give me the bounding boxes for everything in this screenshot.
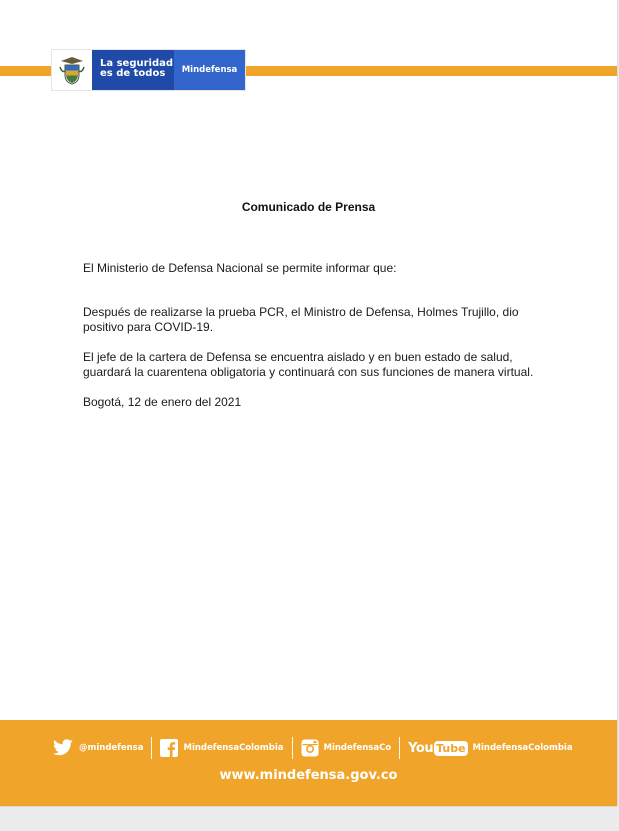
paragraph-1: Después de realizarse la prueba PCR, el Ministro de Defensa, Holmes Trujillo, dio positivo para COVID-19.	[83, 305, 519, 334]
youtube-logo-tube: Tube	[436, 741, 466, 755]
social-facebook[interactable]	[160, 737, 283, 759]
logo-slogan	[92, 50, 174, 90]
header-logo	[52, 50, 245, 90]
logo-slogan-line2: es de todos	[100, 68, 166, 79]
footer	[0, 720, 617, 806]
twitter-handle: @mindefensa	[79, 743, 144, 753]
social-divider	[292, 737, 293, 759]
paragraph-2: El jefe de la cartera de Defensa se encuentra aislado y en buen estado de salud, guardará la cuarentena obligatoria y continuará con sus funciones de manera virtual.	[83, 350, 534, 379]
youtube-icon	[408, 741, 467, 756]
intro-paragraph: El Ministerio de Defensa Nacional se permite informar que:	[83, 261, 397, 275]
facebook-handle: MindefensaColombia	[183, 743, 284, 753]
logo-slogan-line1: La seguridad	[100, 58, 174, 69]
social-youtube[interactable]	[408, 737, 572, 759]
twitter-icon	[52, 739, 74, 757]
social-instagram[interactable]	[301, 737, 392, 759]
social-links	[52, 737, 577, 759]
logo-brand: Mindefensa	[174, 50, 245, 90]
facebook-icon	[160, 739, 178, 757]
social-divider	[399, 737, 400, 759]
social-twitter[interactable]	[52, 737, 143, 759]
coat-of-arms-icon	[52, 50, 92, 90]
instagram-handle: MindefensaCo	[323, 743, 392, 753]
document-title: Comunicado de Prensa	[241, 200, 376, 214]
document-date: Bogotá, 12 de enero del 2021	[83, 395, 242, 409]
social-divider	[151, 737, 152, 759]
youtube-logo-you: You	[408, 740, 434, 756]
youtube-handle: MindefensaColombia	[472, 743, 573, 753]
instagram-icon	[301, 739, 319, 757]
website-link[interactable]: www.mindefensa.gov.co	[219, 768, 398, 783]
